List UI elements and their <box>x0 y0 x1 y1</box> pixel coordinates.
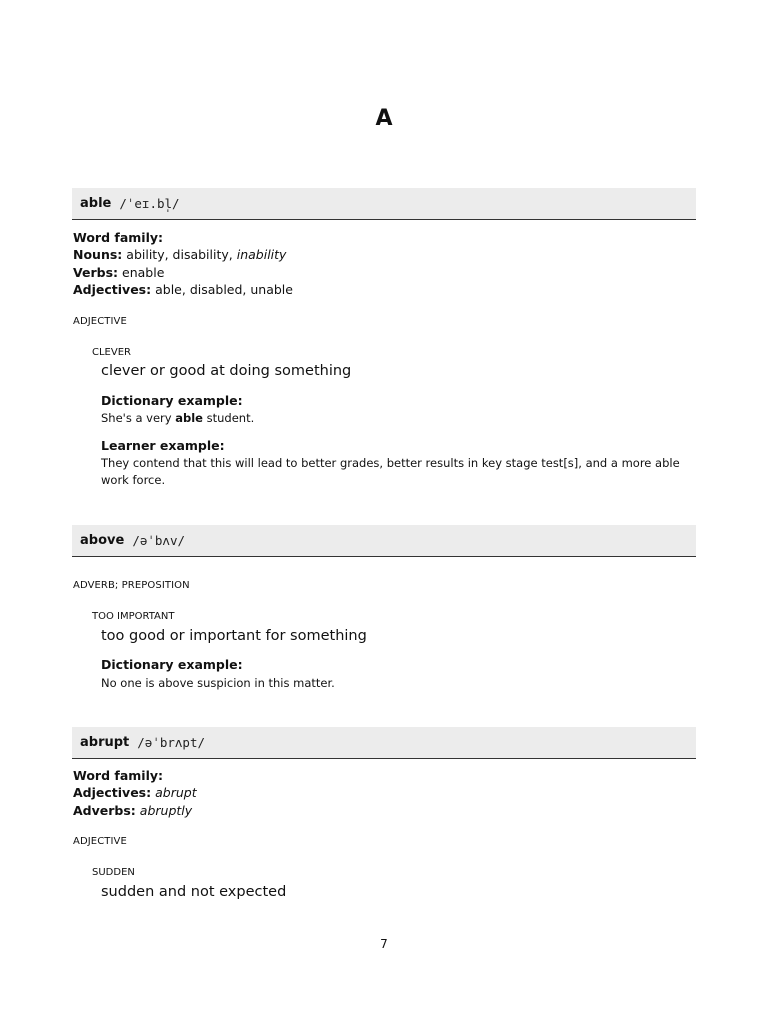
word-family-label: Verbs: <box>73 265 119 280</box>
example-text: She's a very <box>101 411 172 425</box>
word-family-adverbs <box>73 802 192 820</box>
guideword: SUDDEN <box>92 867 135 878</box>
learner-example-label: Learner example: <box>101 438 225 453</box>
part-of-speech: ADVERB; PREPOSITION <box>73 580 190 591</box>
word-family-verbs <box>73 264 164 282</box>
definition: sudden and not expected <box>101 884 287 900</box>
guideword: TOO IMPORTANT <box>92 611 175 622</box>
dictionary-example-label: Dictionary example: <box>101 393 243 408</box>
word-family-adjectives <box>73 784 197 802</box>
entry-header-able <box>72 188 696 220</box>
word-family-nouns <box>73 246 286 264</box>
word-family-italic: abrupt <box>155 785 197 800</box>
word-family-values: able, disabled, unable <box>155 282 293 297</box>
part-of-speech: ADJECTIVE <box>73 836 127 847</box>
word-family-values: enable <box>122 265 165 280</box>
word-family-label: Adjectives: <box>73 785 152 800</box>
word-family-italic: inability <box>236 247 287 262</box>
word-family-label: Adjectives: <box>73 282 152 297</box>
entry-header-abrupt <box>72 727 696 759</box>
pronunciation: /ˈeɪ.bl̩/ <box>119 196 180 211</box>
headword: abrupt <box>80 735 130 750</box>
headword: above <box>80 533 125 548</box>
part-of-speech: ADJECTIVE <box>73 316 127 327</box>
example-headword: able <box>175 411 203 425</box>
page-number: 7 <box>380 937 388 951</box>
dictionary-example-label: Dictionary example: <box>101 657 243 672</box>
learner-example: They contend that this will lead to better grades, better results in key stage test[s], and a more able work force. <box>101 456 680 487</box>
section-letter: A <box>375 106 393 131</box>
word-family-label: Adverbs: <box>73 803 136 818</box>
word-family-values: ability, disability, <box>126 247 233 262</box>
definition: too good or important for something <box>101 628 367 644</box>
pronunciation: /əˈbrʌpt/ <box>137 735 205 750</box>
word-family-italic: abruptly <box>139 803 193 818</box>
word-family-label: Nouns: <box>73 247 123 262</box>
dictionary-example <box>101 410 681 427</box>
definition: clever or good at doing something <box>101 363 352 379</box>
headword: able <box>80 196 112 211</box>
guideword: CLEVER <box>92 347 131 358</box>
word-family-title: Word family: <box>73 230 164 245</box>
pronunciation: /əˈbʌv/ <box>132 533 185 548</box>
example-text: student. <box>206 411 255 425</box>
entry-header-above <box>72 525 696 557</box>
word-family-title: Word family: <box>73 768 164 783</box>
dictionary-example: No one is above suspicion in this matter. <box>101 676 335 690</box>
word-family-adjectives <box>73 281 293 299</box>
